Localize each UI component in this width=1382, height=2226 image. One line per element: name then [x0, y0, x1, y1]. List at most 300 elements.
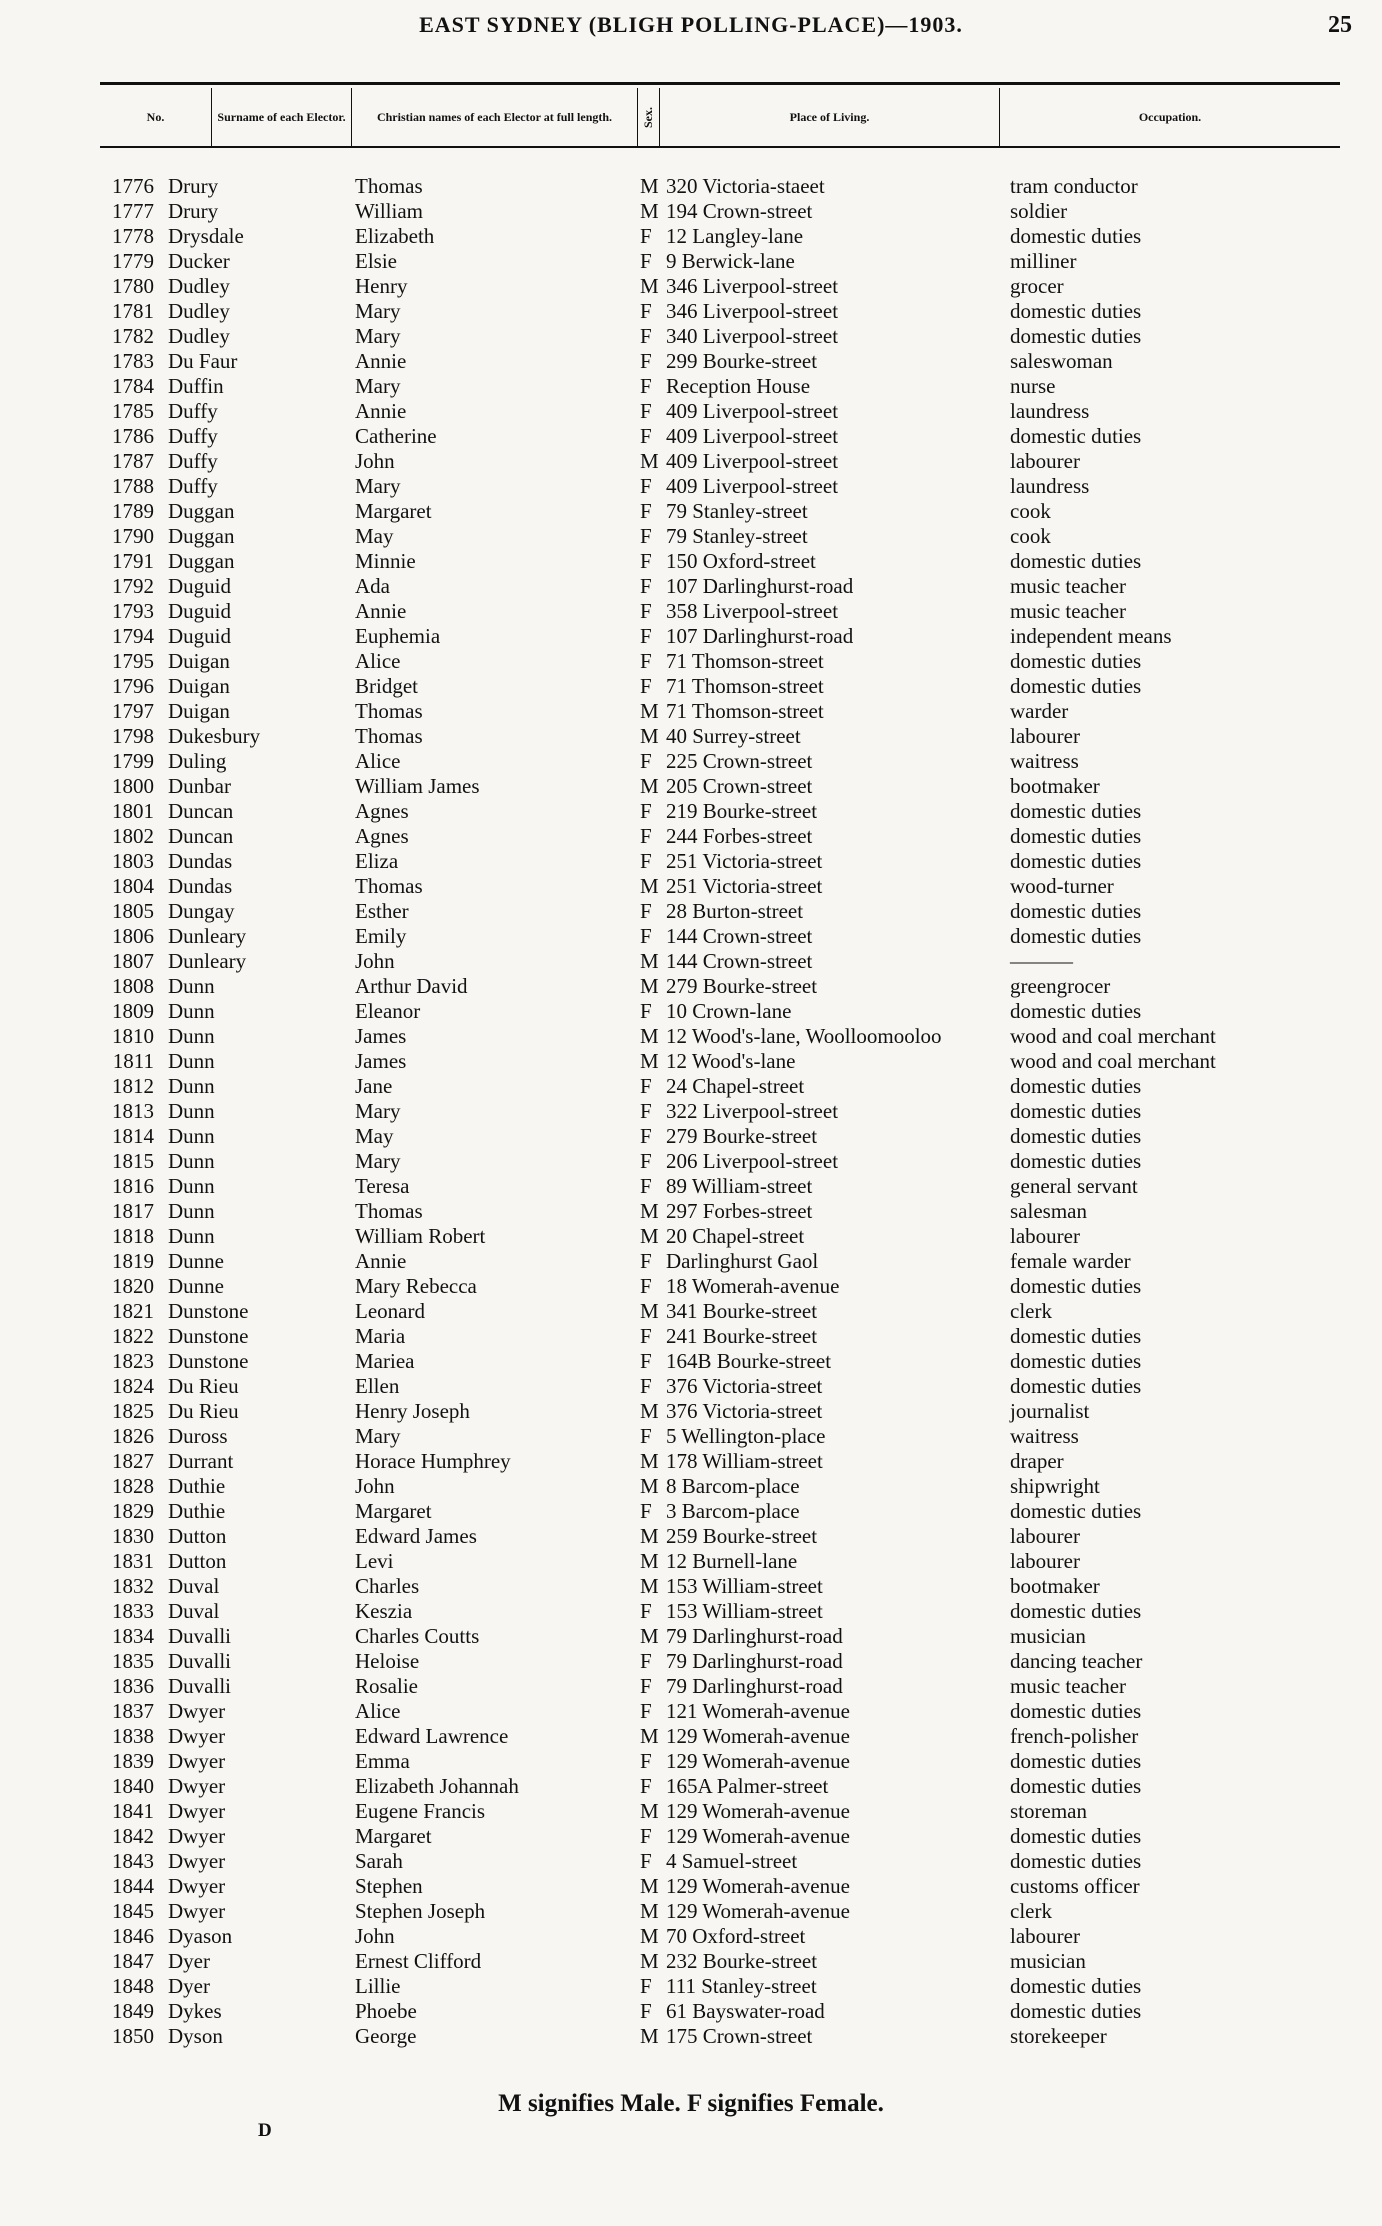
elector-place: 40 Surrey-street: [666, 724, 801, 748]
elector-sex: F: [640, 1249, 652, 1273]
elector-occupation: shipwright: [1010, 1474, 1100, 1498]
elector-christian-names: Mary: [355, 1424, 401, 1448]
elector-place: 279 Bourke-street: [666, 974, 818, 998]
elector-number: 1842: [112, 1824, 154, 1848]
elector-place: 341 Bourke-street: [666, 1299, 818, 1323]
elector-surname: Duggan: [168, 524, 235, 548]
elector-place: 409 Liverpool-street: [666, 424, 839, 448]
elector-occupation: domestic duties: [1010, 1099, 1142, 1123]
elector-surname: Dunn: [168, 1174, 215, 1198]
elector-number: 1800: [112, 774, 154, 798]
elector-surname: Duggan: [168, 549, 235, 573]
header-sex-label: Sex.: [641, 106, 655, 128]
elector-surname: Dunn: [168, 974, 215, 998]
elector-christian-names: Bridget: [355, 674, 418, 698]
elector-number: 1791: [112, 549, 154, 573]
elector-christian-names: May: [355, 1124, 394, 1148]
table-row: [0, 1599, 1382, 1624]
elector-christian-names: Annie: [355, 349, 407, 373]
elector-place: 71 Thomson-street: [666, 649, 824, 673]
table-row: [0, 1974, 1382, 1999]
table-header: [100, 88, 1340, 148]
elector-number: 1817: [112, 1199, 154, 1223]
signature-mark: D: [258, 2120, 272, 2141]
elector-sex: F: [640, 1599, 652, 1623]
table-row: [0, 199, 1382, 224]
elector-surname: Duguid: [168, 624, 231, 648]
elector-surname: Duffy: [168, 424, 218, 448]
elector-christian-names: Charles: [355, 1574, 420, 1598]
elector-christian-names: Ellen: [355, 1374, 400, 1398]
elector-surname: Drury: [168, 174, 219, 198]
elector-occupation: musician: [1010, 1624, 1086, 1648]
elector-sex: M: [640, 1899, 659, 1923]
elector-occupation: domestic duties: [1010, 1274, 1142, 1298]
elector-occupation: domestic duties: [1010, 299, 1142, 323]
elector-number: 1840: [112, 1774, 154, 1798]
table-row: [0, 1324, 1382, 1349]
elector-sex: F: [640, 624, 652, 648]
elector-christian-names: Thomas: [355, 1199, 423, 1223]
table-row: [0, 299, 1382, 324]
elector-christian-names: Levi: [355, 1549, 394, 1573]
elector-sex: F: [640, 899, 652, 923]
elector-surname: Dunleary: [168, 949, 247, 973]
elector-christian-names: Arthur David: [355, 974, 468, 998]
table-row: [0, 249, 1382, 274]
elector-surname: Dunn: [168, 1099, 215, 1123]
elector-place: 164B Bourke-street: [666, 1349, 832, 1373]
elector-number: 1782: [112, 324, 154, 348]
table-row: [0, 899, 1382, 924]
elector-number: 1795: [112, 649, 154, 673]
elector-sex: M: [640, 1724, 659, 1748]
elector-christian-names: Mariea: [355, 1349, 415, 1373]
elector-sex: F: [640, 1699, 652, 1723]
elector-number: 1838: [112, 1724, 154, 1748]
elector-surname: Dyer: [168, 1949, 210, 1973]
elector-sex: F: [640, 674, 652, 698]
elector-sex: M: [640, 949, 659, 973]
elector-place: 346 Liverpool-street: [666, 299, 839, 323]
table-row: [0, 274, 1382, 299]
elector-place: 28 Burton-street: [666, 899, 804, 923]
table-row: [0, 1824, 1382, 1849]
elector-sex: M: [640, 1199, 659, 1223]
elector-number: 1781: [112, 299, 154, 323]
table-row: [0, 1949, 1382, 1974]
elector-number: 1846: [112, 1924, 154, 1948]
elector-sex: M: [640, 1924, 659, 1948]
top-rule: [100, 82, 1340, 85]
table-row: [0, 624, 1382, 649]
elector-place: 219 Bourke-street: [666, 799, 818, 823]
elector-sex: F: [640, 1974, 652, 1998]
elector-surname: Duguid: [168, 599, 231, 623]
elector-place: 9 Berwick-lane: [666, 249, 795, 273]
elector-occupation: cook: [1010, 499, 1051, 523]
elector-sex: F: [640, 1324, 652, 1348]
elector-occupation: music teacher: [1010, 599, 1127, 623]
elector-christian-names: Catherine: [355, 424, 437, 448]
elector-place: 409 Liverpool-street: [666, 474, 839, 498]
elector-occupation: milliner: [1010, 249, 1077, 273]
elector-christian-names: Mary: [355, 474, 401, 498]
elector-number: 1847: [112, 1949, 154, 1973]
elector-place: 24 Chapel-street: [666, 1074, 805, 1098]
elector-occupation: labourer: [1010, 449, 1080, 473]
elector-place: 129 Womerah-avenue: [666, 1799, 850, 1823]
elector-christian-names: Esther: [355, 899, 409, 923]
elector-christian-names: Heloise: [355, 1649, 420, 1673]
table-row: [0, 599, 1382, 624]
elector-occupation: clerk: [1010, 1899, 1052, 1923]
elector-christian-names: William Robert: [355, 1224, 486, 1248]
elector-christian-names: Henry: [355, 274, 408, 298]
elector-occupation: domestic duties: [1010, 1774, 1142, 1798]
elector-occupation: bootmaker: [1010, 774, 1100, 798]
table-row: [0, 399, 1382, 424]
elector-place: 358 Liverpool-street: [666, 599, 839, 623]
elector-place: 244 Forbes-street: [666, 824, 813, 848]
elector-number: 1826: [112, 1424, 154, 1448]
elector-sex: F: [640, 1774, 652, 1798]
elector-number: 1813: [112, 1099, 154, 1123]
elector-number: 1799: [112, 749, 154, 773]
elector-place: 144 Crown-street: [666, 949, 813, 973]
elector-occupation: independent means: [1010, 624, 1172, 648]
elector-place: 71 Thomson-street: [666, 699, 824, 723]
elector-place: 129 Womerah-avenue: [666, 1749, 850, 1773]
elector-occupation: saleswoman: [1010, 349, 1113, 373]
elector-surname: Duffy: [168, 449, 218, 473]
elector-occupation: cook: [1010, 524, 1051, 548]
table-row: [0, 1399, 1382, 1424]
elector-place: 89 William-street: [666, 1174, 813, 1198]
elector-sex: F: [640, 1499, 652, 1523]
elector-number: 1816: [112, 1174, 154, 1198]
elector-surname: Dutton: [168, 1524, 227, 1548]
elector-number: 1828: [112, 1474, 154, 1498]
elector-sex: M: [640, 699, 659, 723]
elector-sex: F: [640, 1424, 652, 1448]
elector-place: 206 Liverpool-street: [666, 1149, 839, 1173]
sex-legend: M signifies Male. F signifies Female.: [498, 2090, 884, 2117]
elector-surname: Dunn: [168, 1124, 215, 1148]
elector-occupation: domestic duties: [1010, 824, 1142, 848]
table-row: [0, 524, 1382, 549]
table-row: [0, 1449, 1382, 1474]
elector-place: 175 Crown-street: [666, 2024, 813, 2048]
elector-place: 79 Darlinghurst-road: [666, 1674, 843, 1698]
table-row: [0, 1199, 1382, 1224]
elector-number: 1807: [112, 949, 154, 973]
elector-place: 107 Darlinghurst-road: [666, 574, 854, 598]
elector-surname: Dyason: [168, 1924, 233, 1948]
table-row: [0, 1874, 1382, 1899]
elector-christian-names: Sarah: [355, 1849, 403, 1873]
elector-place: 279 Bourke-street: [666, 1124, 818, 1148]
elector-surname: Dwyer: [168, 1849, 226, 1873]
table-row: [0, 824, 1382, 849]
elector-place: 10 Crown-lane: [666, 999, 792, 1023]
elector-sex: F: [640, 924, 652, 948]
elector-sex: F: [640, 1674, 652, 1698]
elector-occupation: dancing teacher: [1010, 1649, 1143, 1673]
elector-surname: Duthie: [168, 1499, 226, 1523]
elector-place: 79 Darlinghurst-road: [666, 1624, 843, 1648]
elector-number: 1814: [112, 1124, 154, 1148]
elector-surname: Duval: [168, 1574, 220, 1598]
elector-sex: M: [640, 274, 659, 298]
elector-sex: F: [640, 749, 652, 773]
elector-occupation: wood and coal merchant: [1010, 1049, 1216, 1073]
elector-surname: Dunn: [168, 1074, 215, 1098]
header-surname: Surname of each Elector.: [212, 88, 352, 146]
elector-surname: Dunleary: [168, 924, 247, 948]
table-row: [0, 1474, 1382, 1499]
elector-surname: Duthie: [168, 1474, 226, 1498]
elector-sex: F: [640, 1749, 652, 1773]
elector-number: 1833: [112, 1599, 154, 1623]
elector-christian-names: Emma: [355, 1749, 410, 1773]
elector-christian-names: Annie: [355, 1249, 407, 1273]
elector-occupation: draper: [1010, 1449, 1064, 1473]
table-row: [0, 749, 1382, 774]
elector-occupation: greengrocer: [1010, 974, 1111, 998]
table-row: [0, 1149, 1382, 1174]
elector-christian-names: Mary: [355, 324, 401, 348]
elector-surname: Dunstone: [168, 1324, 249, 1348]
elector-christian-names: Horace Humphrey: [355, 1449, 511, 1473]
elector-number: 1790: [112, 524, 154, 548]
elector-place: 340 Liverpool-street: [666, 324, 839, 348]
elector-number: 1789: [112, 499, 154, 523]
elector-christian-names: William James: [355, 774, 480, 798]
elector-place: 409 Liverpool-street: [666, 399, 839, 423]
elector-surname: Du Rieu: [168, 1374, 239, 1398]
elector-occupation: clerk: [1010, 1299, 1052, 1323]
elector-place: 165A Palmer-street: [666, 1774, 829, 1798]
elector-place: 121 Womerah-avenue: [666, 1699, 850, 1723]
elector-sex: F: [640, 524, 652, 548]
elector-surname: Dwyer: [168, 1749, 226, 1773]
elector-number: 1839: [112, 1749, 154, 1773]
elector-christian-names: James: [355, 1024, 407, 1048]
elector-occupation: domestic duties: [1010, 1349, 1142, 1373]
elector-christian-names: John: [355, 449, 395, 473]
elector-surname: Dudley: [168, 324, 230, 348]
elector-place: 153 William-street: [666, 1599, 823, 1623]
elector-occupation: domestic duties: [1010, 424, 1142, 448]
elector-number: 1829: [112, 1499, 154, 1523]
elector-surname: Duguid: [168, 574, 231, 598]
elector-place: 205 Crown-street: [666, 774, 813, 798]
elector-sex: M: [640, 199, 659, 223]
elector-occupation: waitress: [1010, 1424, 1079, 1448]
elector-surname: Dungay: [168, 899, 235, 923]
elector-place: Reception House: [666, 374, 811, 398]
elector-surname: Dwyer: [168, 1824, 226, 1848]
elector-number: 1783: [112, 349, 154, 373]
table-row: [0, 1624, 1382, 1649]
elector-place: 320 Victoria-staeet: [666, 174, 825, 198]
elector-christian-names: Mary: [355, 374, 401, 398]
elector-sex: F: [640, 224, 652, 248]
elector-surname: Dwyer: [168, 1724, 226, 1748]
elector-number: 1776: [112, 174, 154, 198]
elector-occupation: customs officer: [1010, 1874, 1140, 1898]
elector-christian-names: Agnes: [355, 799, 409, 823]
elector-surname: Drysdale: [168, 224, 244, 248]
elector-number: 1808: [112, 974, 154, 998]
elector-surname: Dundas: [168, 874, 233, 898]
elector-christian-names: Maria: [355, 1324, 406, 1348]
elector-occupation: journalist: [1010, 1399, 1090, 1423]
elector-sex: M: [640, 774, 659, 798]
elector-number: 1845: [112, 1899, 154, 1923]
table-row: [0, 1224, 1382, 1249]
table-row: [0, 1024, 1382, 1049]
elector-place: 71 Thomson-street: [666, 674, 824, 698]
elector-occupation: bootmaker: [1010, 1574, 1100, 1598]
table-row: [0, 1249, 1382, 1274]
elector-number: 1797: [112, 699, 154, 723]
elector-christian-names: Henry Joseph: [355, 1399, 470, 1423]
elector-sex: M: [640, 874, 659, 898]
elector-sex: F: [640, 324, 652, 348]
table-row: [0, 1899, 1382, 1924]
elector-christian-names: Margaret: [355, 1824, 432, 1848]
elector-number: 1786: [112, 424, 154, 448]
table-row: [0, 1274, 1382, 1299]
table-row: [0, 424, 1382, 449]
elector-occupation: domestic duties: [1010, 1324, 1142, 1348]
table-row: [0, 924, 1382, 949]
elector-number: 1809: [112, 999, 154, 1023]
elector-number: 1830: [112, 1524, 154, 1548]
elector-number: 1825: [112, 1399, 154, 1423]
elector-christian-names: James: [355, 1049, 407, 1073]
elector-number: 1784: [112, 374, 154, 398]
elector-place: 129 Womerah-avenue: [666, 1899, 850, 1923]
elector-occupation: domestic duties: [1010, 1074, 1142, 1098]
elector-occupation: domestic duties: [1010, 1999, 1142, 2023]
elector-surname: Dunstone: [168, 1349, 249, 1373]
elector-surname: Dyer: [168, 1974, 210, 1998]
elector-number: 1843: [112, 1849, 154, 1873]
elector-occupation: laundress: [1010, 399, 1090, 423]
elector-occupation: domestic duties: [1010, 1824, 1142, 1848]
elector-sex: M: [640, 724, 659, 748]
elector-occupation: domestic duties: [1010, 1849, 1142, 1873]
elector-christian-names: John: [355, 1474, 395, 1498]
elector-place: 232 Bourke-street: [666, 1949, 818, 1973]
table-row: [0, 1499, 1382, 1524]
elector-number: 1835: [112, 1649, 154, 1673]
elector-christian-names: Rosalie: [355, 1674, 418, 1698]
elector-christian-names: Eleanor: [355, 999, 421, 1023]
elector-sex: M: [640, 1624, 659, 1648]
elector-surname: Ducker: [168, 249, 230, 273]
elector-sex: M: [640, 1874, 659, 1898]
elector-christian-names: Thomas: [355, 724, 423, 748]
elector-place: 5 Wellington-place: [666, 1424, 826, 1448]
elector-number: 1779: [112, 249, 154, 273]
elector-surname: Duffy: [168, 474, 218, 498]
elector-place: 153 William-street: [666, 1574, 823, 1598]
elector-occupation: general servant: [1010, 1174, 1138, 1198]
elector-surname: Dwyer: [168, 1899, 226, 1923]
table-row: [0, 1374, 1382, 1399]
elector-sex: F: [640, 1999, 652, 2023]
elector-occupation: labourer: [1010, 1549, 1080, 1573]
elector-occupation: domestic duties: [1010, 649, 1142, 673]
elector-occupation: domestic duties: [1010, 1124, 1142, 1148]
elector-number: 1848: [112, 1974, 154, 1998]
elector-occupation: domestic duties: [1010, 549, 1142, 573]
elector-occupation: soldier: [1010, 199, 1068, 223]
elector-occupation: labourer: [1010, 724, 1080, 748]
elector-surname: Duvalli: [168, 1674, 231, 1698]
elector-place: 144 Crown-street: [666, 924, 813, 948]
elector-christian-names: Ernest Clifford: [355, 1949, 482, 1973]
elector-place: 8 Barcom-place: [666, 1474, 800, 1498]
elector-christian-names: Leonard: [355, 1299, 425, 1323]
elector-christian-names: Edward James: [355, 1524, 477, 1548]
elector-sex: F: [640, 374, 652, 398]
elector-surname: Dunbar: [168, 774, 231, 798]
table-row: [0, 949, 1382, 974]
table-row: [0, 849, 1382, 874]
table-row: [0, 1424, 1382, 1449]
header-occupation: Occupation.: [1138, 109, 1202, 124]
elector-surname: Dutton: [168, 1549, 227, 1573]
table-row: [0, 499, 1382, 524]
elector-surname: Duross: [168, 1424, 228, 1448]
elector-surname: Duling: [168, 749, 227, 773]
elector-occupation: french-polisher: [1010, 1724, 1139, 1748]
elector-place: 107 Darlinghurst-road: [666, 624, 854, 648]
elector-sex: M: [640, 1574, 659, 1598]
elector-surname: Dudley: [168, 274, 230, 298]
elector-occupation: domestic duties: [1010, 1699, 1142, 1723]
elector-occupation: music teacher: [1010, 574, 1127, 598]
elector-occupation: domestic duties: [1010, 924, 1142, 948]
elector-number: 1778: [112, 224, 154, 248]
table-row: [0, 649, 1382, 674]
elector-number: 1805: [112, 899, 154, 923]
table-row: [0, 174, 1382, 199]
elector-number: 1794: [112, 624, 154, 648]
elector-number: 1802: [112, 824, 154, 848]
elector-occupation: wood and coal merchant: [1010, 1024, 1216, 1048]
elector-surname: Duvalli: [168, 1624, 231, 1648]
elector-sex: F: [640, 649, 652, 673]
elector-surname: Dunne: [168, 1249, 224, 1273]
elector-number: 1810: [112, 1024, 154, 1048]
elector-sex: M: [640, 1799, 659, 1823]
elector-number: 1785: [112, 399, 154, 423]
elector-christian-names: Ada: [355, 574, 390, 598]
elector-place: 225 Crown-street: [666, 749, 813, 773]
elector-place: 346 Liverpool-street: [666, 274, 839, 298]
elector-number: 1801: [112, 799, 154, 823]
table-row: [0, 349, 1382, 374]
table-row: [0, 1649, 1382, 1674]
elector-christian-names: Agnes: [355, 824, 409, 848]
elector-sex: M: [640, 1949, 659, 1973]
